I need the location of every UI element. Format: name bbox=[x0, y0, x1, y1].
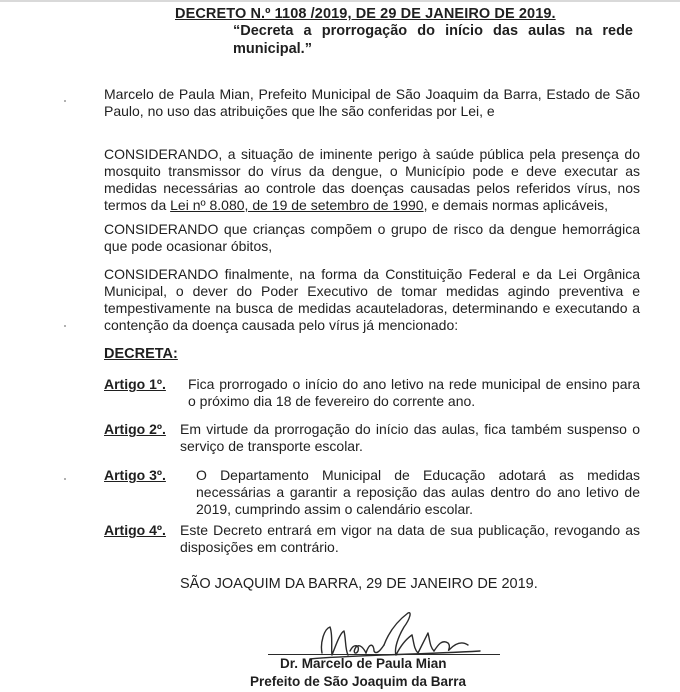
preamble-paragraph: Marcelo de Paula Mian, Prefeito Municipal de São Joaquim da Barra, Estado de São Paulo, no uso das atribuições que lhe são conferidas por Lei, e bbox=[104, 86, 640, 119]
article-4-text: Este Decreto entrará em vigor na data de sua publicação, revogando as disposições em contrário. bbox=[180, 522, 640, 555]
scan-speck bbox=[64, 325, 66, 327]
article-4-label: Artigo 4º. bbox=[104, 522, 166, 538]
decreta-heading: DECRETA: bbox=[104, 346, 178, 362]
decree-subtitle: “Decreta a prorrogação do início das aulas na rede municipal.” bbox=[233, 23, 633, 57]
considerando-1-tail: , e demais normas aplicáveis, bbox=[423, 197, 608, 213]
article-1-label: Artigo 1º. bbox=[104, 376, 166, 392]
article-2-text: Em virtude da prorrogação do início das aulas, fica também suspenso o serviço de transporte escolar. bbox=[180, 421, 640, 454]
article-3-label: Artigo 3º. bbox=[104, 467, 166, 483]
law-reference: Lei nº 8.080, de 19 de setembro de 1990 bbox=[170, 197, 424, 213]
considerando-paragraph-1 bbox=[104, 146, 640, 214]
signatory-role: Prefeito de São Joaquim da Barra bbox=[250, 674, 467, 689]
considerando-paragraph-3: CONSIDERANDO finalmente, na forma da Constituição Federal e da Lei Orgânica Municipal, o dever do Poder Executivo de tomar medidas agindo preventiva e tempestivamente na busca de medidas acauteladoras, determinando e executando a contenção da doença causada pelo vírus já mencionado: bbox=[104, 266, 640, 333]
article-1-text: Fica prorrogado o início do ano letivo na rede municipal de ensino para o próximo dia 18 de fevereiro do corrente ano. bbox=[188, 376, 640, 409]
article-3-text: O Departamento Municipal de Educação adotará as medidas necessárias a garantir a reposição das aulas dentro do ano letivo de 2019, cumprindo assim o calendário escolar. bbox=[196, 467, 640, 517]
decree-title: DECRETO N.º 1108 /2019, DE 29 DE JANEIRO DE 2019. bbox=[175, 6, 556, 22]
place-and-date: SÃO JOAQUIM DA BARRA, 29 DE JANEIRO DE 2019. bbox=[180, 576, 538, 592]
scan-speck bbox=[64, 100, 66, 102]
signatory-name: Dr. Marcelo de Paula Mian bbox=[280, 656, 447, 671]
considerando-paragraph-2: CONSIDERANDO que crianças compõem o grupo de risco da dengue hemorrágica que pode ocasionar óbitos, bbox=[104, 221, 640, 254]
article-2-label: Artigo 2º. bbox=[104, 421, 166, 437]
page-top-border bbox=[0, 0, 680, 2]
considerando-1-text: CONSIDERANDO, a situação de iminente perigo à saúde pública pela presença do mosquito transmissor do vírus da dengue, o Município pode e deve executar as medidas necessárias ao controle das doenças causadas pelos referidos vírus, nos termos da bbox=[104, 146, 640, 213]
signature-line bbox=[268, 654, 500, 655]
scan-speck bbox=[64, 478, 66, 480]
